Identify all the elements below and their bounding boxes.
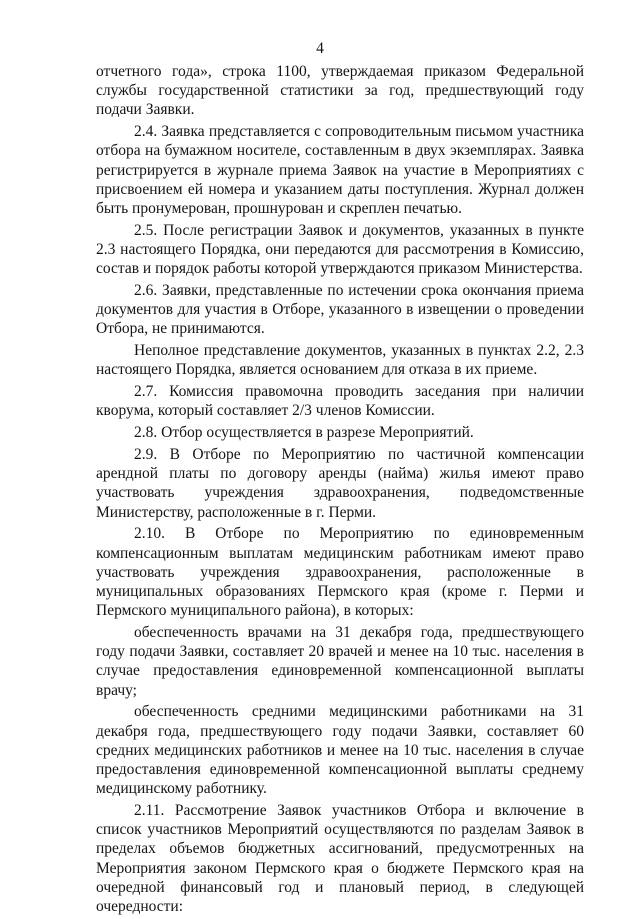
paragraph-2-9: 2.9. В Отборе по Мероприятию по частичной компенсации арендной платы по договору аренды (найма) жилья имеют право участвовать учреждения здравоохранения, подведомственные Министерству, расположенные в г. Перми. (96, 446, 584, 521)
paragraph-continuation: отчетного года», строка 1100, утверждаемая приказом Федеральной службы государственной статистики за год, предшествующий году подачи Заявки. (96, 63, 584, 119)
paragraph-2-5: 2.5. После регистрации Заявок и документов, указанных в пункте 2.3 настоящего Порядка, они передаются для рассмотрения в Комиссию, состав и порядок работы которой утверждаются приказом Министерства. (96, 221, 584, 278)
paragraph-2-6-note: Неполное представление документов, указанных в пунктах 2.2, 2.3 настоящего Порядка, является основанием для отказа в их приеме. (96, 342, 584, 379)
paragraph-2-7: 2.7. Комиссия правомочна проводить заседания при наличии кворума, который составляет 2/3 членов Комиссии. (96, 383, 584, 420)
paragraph-2-10-doctors: обеспеченность врачами на 31 декабря года, предшествующего году подачи Заявки, составляет 20 врачей и менее на 10 тыс. населения в случае предоставления единовременной компенсационной выплаты врачу; (96, 624, 584, 699)
paragraph-2-8: 2.8. Отбор осуществляется в разрезе Мероприятий. (134, 424, 474, 442)
paragraph-2-10-nurses: обеспеченность средними медицинскими работниками на 31 декабря года, предшествующего году подачи Заявки, составляет 60 средних медицинских работников и менее на 10 тыс. населения в случае предоставления единовременной компенсационной выплаты среднему медицинскому работнику. (96, 703, 584, 798)
paragraph-2-11: 2.11. Рассмотрение Заявок участников Отбора и включение в список участников Мероприятий осуществляются по разделам Заявок в пределах объемов бюджетных ассигнований, предусмотренных на Мероприятия законом Пермского края о бюджете Пермского края на очередной финансовый год и плановый период, в следующей очередности: (96, 802, 584, 916)
document-body (96, 62, 584, 919)
paragraph-2-6: 2.6. Заявки, представленные по истечении срока окончания приема документов для участия в Отборе, указанного в извещении о проведении Отбора, не принимаются. (96, 282, 584, 338)
paragraph-2-10: 2.10. В Отборе по Мероприятию по единовременным компенсационным выплатам медицинским работникам имеют право участвовать учреждения здравоохранения, расположенные в муниципальных образованиях Пермского края (кроме г. Перми и Пермского муниципального района), в которых: (96, 525, 584, 620)
page-number: 4 (316, 40, 324, 57)
paragraph-2-4: 2.4. Заявка представляется с сопроводительным письмом участника отбора на бумажном носителе, составленным в двух экземплярах. Заявка регистрируется в журнале приема Заявок на участие в Мероприятиях с присвоением ей номера и указанием даты поступления. Журнал должен быть пронумерован, прошнурован и скреплен печатью. (96, 123, 584, 218)
